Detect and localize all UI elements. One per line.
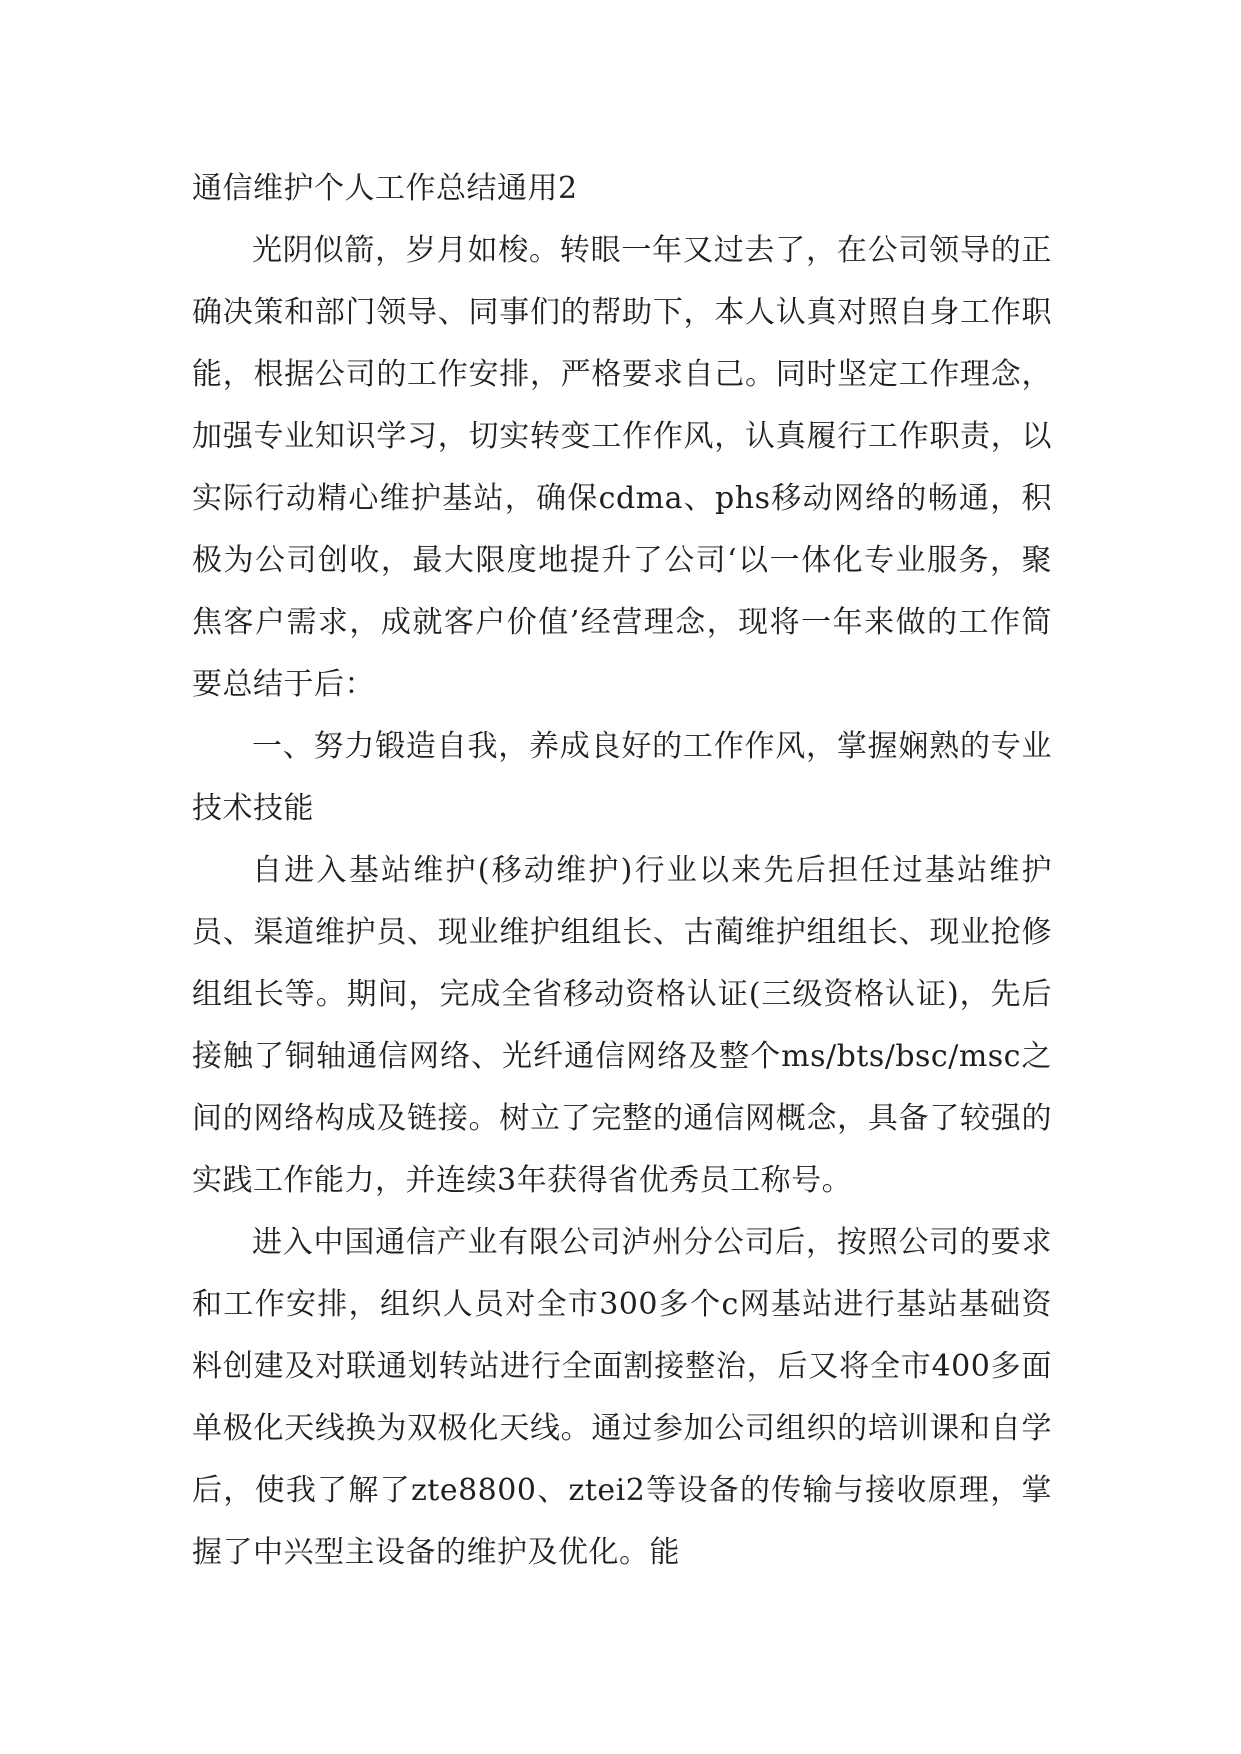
document-body [192, 158, 1052, 1584]
document-title: 通信维护个人工作总结通用2 [192, 171, 578, 206]
paragraph-experience: 自进入基站维护(移动维护)行业以来先后担任过基站维护员、渠道维护员、现业维护组组长、古蔺维护组组长、现业抢修组组长等。期间，完成全省移动资格认证(三级资格认证)，先后接触了铜轴通信网络、光纤通信网络及整个ms/bts/bsc/msc之间的网络构成及链接。树立了完整的通信网概念，具备了较强的实践工作能力，并连续3年获得省优秀员工称号。 [192, 853, 1052, 1198]
section-heading-1: 一、努力锻造自我，养成良好的工作作风，掌握娴熟的专业技术技能 [192, 729, 1052, 826]
paragraph-company-work: 进入中国通信产业有限公司泸州分公司后，按照公司的要求和工作安排，组织人员对全市300多个c网基站进行基站基础资料创建及对联通划转站进行全面割接整治，后又将全市400多面单极化天线换为双极化天线。通过参加公司组织的培训课和自学后，使我了解了zte8800、ztei2等设备的传输与接收原理，掌握了中兴型主设备的维护及优化。能 [192, 1225, 1052, 1570]
paragraph-intro: 光阴似箭，岁月如梭。转眼一年又过去了，在公司领导的正确决策和部门领导、同事们的帮助下，本人认真对照自身工作职能，根据公司的工作安排，严格要求自己。同时坚定工作理念，加强专业知识学习，切实转变工作作风，认真履行工作职责，以实际行动精心维护基站，确保cdma、phs移动网络的畅通，积极为公司创收，最大限度地提升了公司‘以一体化专业服务，聚焦客户需求，成就客户价值’经营理念，现将一年来做的工作简要总结于后： [192, 233, 1052, 702]
